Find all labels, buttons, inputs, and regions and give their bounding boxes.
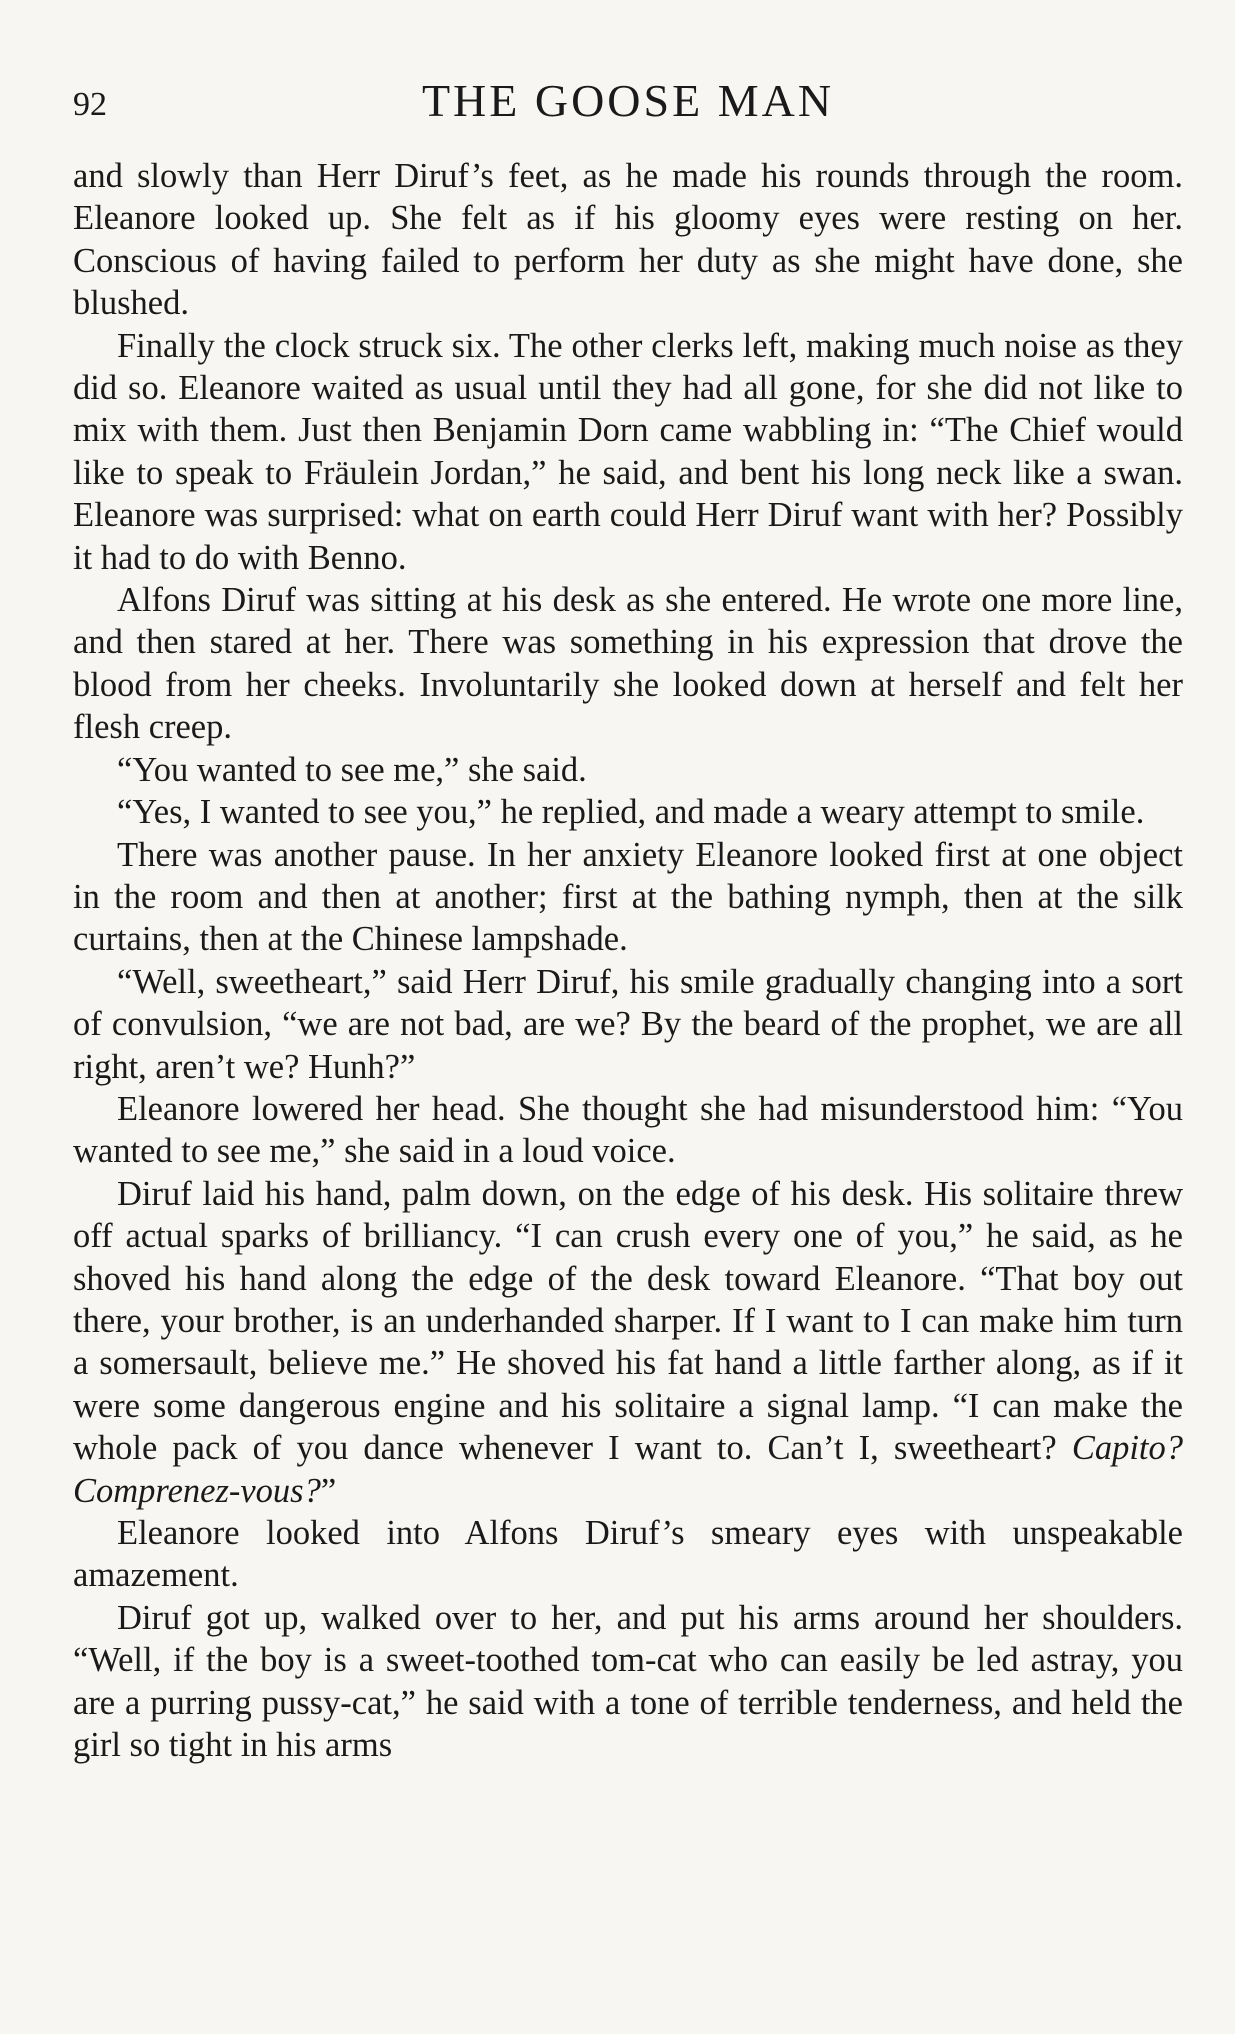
paragraph-4: “You wanted to see me,” she said. <box>117 750 587 789</box>
page-number: 92 <box>73 86 107 123</box>
paragraph-10: Eleanore looked into Alfons Diruf’s smeary eyes with unspeakable amazement. <box>73 1514 1183 1595</box>
paragraph-9 <box>73 1173 1183 1512</box>
body-text <box>73 155 1183 1766</box>
paragraph-1: and slowly than Herr Diruf’s feet, as he made his rounds through the room. Eleanore looked up. She felt as if his gloomy eyes were resting on her. Conscious of having failed to perform her duty as she might have done, she blushed. <box>73 157 1183 323</box>
paragraph-6: There was another pause. In her anxiety Eleanore looked first at one object in the room and then at another; first at the bathing nymph, then at the silk curtains, then at the Chinese lampshade. <box>73 835 1183 959</box>
paragraph-5: “Yes, I wanted to see you,” he replied, and made a weary attempt to smile. <box>117 793 1145 832</box>
paragraph-3: Alfons Diruf was sitting at his desk as she entered. He wrote one more line, and then stared at her. There was something in his expression that drove the blood from her cheeks. Involuntarily she looked down at herself and felt her flesh creep. <box>73 581 1183 747</box>
page-header <box>73 68 1183 138</box>
paragraph-7: “Well, sweetheart,” said Herr Diruf, his smile gradually changing into a sort of convulsion, “we are not bad, are we? By the beard of the prophet, we are all right, aren’t we? Hunh?” <box>73 962 1183 1086</box>
paragraph-11: Diruf got up, walked over to her, and put his arms around her shoulders. “Well, if the boy is a sweet-toothed tom-cat who can easily be led astray, you are a purring pussy-cat,” he said with a tone of terrible tenderness, and held the girl so tight in his arms <box>73 1598 1183 1765</box>
paragraph-9-closing-quote: ” <box>320 1471 337 1510</box>
paragraph-9-text: Diruf laid his hand, palm down, on the edge of his desk. His solitaire threw off actual sparks of brilliancy. “I can crush every one of you,” he said, as he shoved his hand along the edge of the desk toward Eleanore. “That boy out there, your brother, is an underhanded sharper. If I want to I can make him turn a somersault, believe me.” He shoved his fat hand a little farther along, as if it were some dangerous engine and his solitaire a signal lamp. “I can make the whole pack of you dance whenever I want to. Can’t I, sweetheart? <box>73 1174 1183 1468</box>
running-title: THE GOOSE MAN <box>421 75 835 126</box>
paragraph-8: Eleanore lowered her head. She thought she had misunderstood him: “You wanted to see me,” she said in a loud voice. <box>73 1089 1183 1171</box>
paragraph-9-italic: Capito? Comprenez-vous? <box>73 1429 1184 1510</box>
paragraph-2: Finally the clock struck six. The other clerks left, making much noise as they did so. Eleanore waited as usual until they had all gone, for she did not like to mix with them. Just then Benjamin Dorn came wabbling in: “The Chief would like to speak to Fräulein Jordan,” he said, and bent his long neck like a swan. Eleanore was surprised: what on earth could Herr Diruf want with her? Possibly it had to do with Benno. <box>73 326 1183 577</box>
